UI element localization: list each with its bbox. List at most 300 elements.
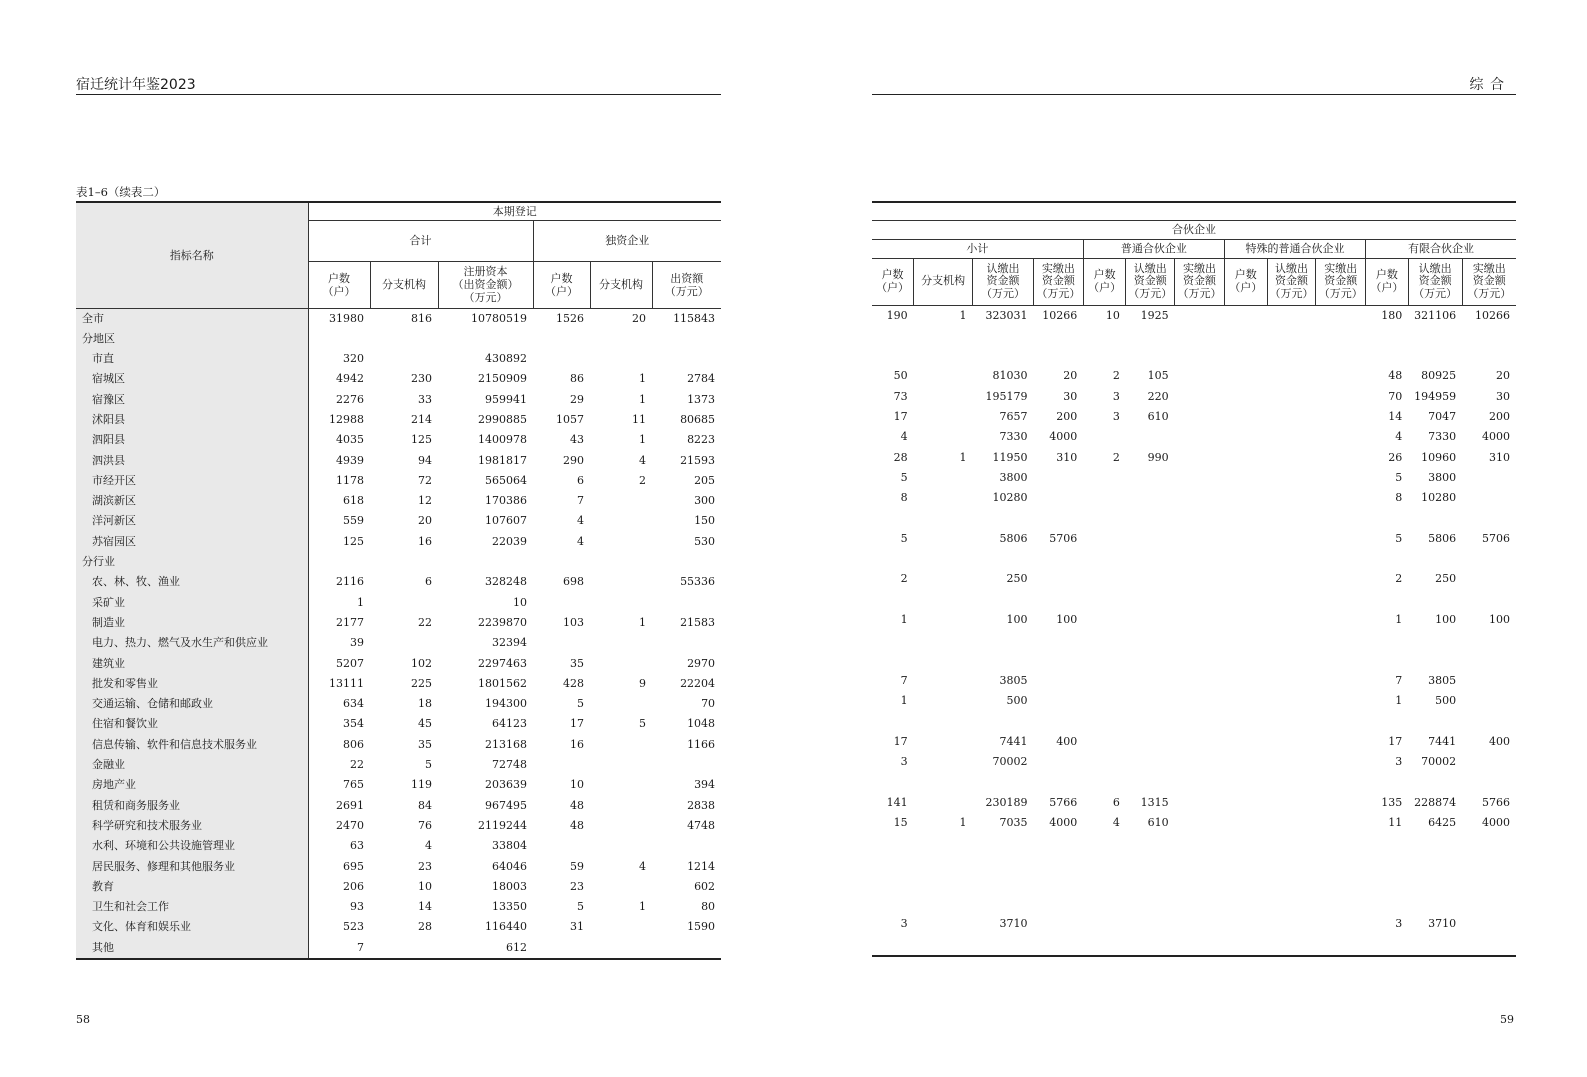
cell [914,772,973,792]
cell: 10 [513,595,527,609]
cell: 22039 [492,534,527,548]
cell: 10280 [992,491,1028,505]
cell: 5766 [1049,795,1078,809]
cell: 328248 [485,575,527,589]
cell [914,833,973,853]
cell: 1 [357,595,364,609]
cell: 1178 [336,473,364,487]
current-registration-header: 本期登记 [308,202,721,220]
cell [1033,569,1083,589]
cell [1366,935,1409,956]
cell: 2116 [336,575,364,589]
cell [1083,732,1126,752]
cell [973,651,1034,671]
cell [914,529,973,549]
cell [872,590,914,610]
table-row [76,572,721,592]
cell: 180 [1381,308,1403,322]
cell: 959941 [485,392,527,406]
table-row [76,410,721,430]
cell: 7330 [1428,430,1457,444]
cell: 523 [343,920,364,934]
cell [1462,874,1516,894]
table-row [76,694,721,714]
cell [1083,691,1126,711]
cell: 2990885 [478,412,527,426]
cell [1083,752,1126,772]
cell [590,816,652,836]
table-row [76,816,721,836]
cell [872,346,914,366]
cell [1316,407,1366,427]
cell [1267,874,1316,894]
cell [1316,854,1366,874]
cell [590,329,652,349]
row-name: 农、林、牧、渔业 [76,572,308,592]
cell [1126,427,1175,447]
cell [652,593,721,613]
table-row [76,511,721,531]
cell: 55336 [680,575,716,589]
cell [533,552,590,572]
cell: 195179 [985,389,1028,403]
cell [1267,468,1316,488]
cell: 610 [1147,815,1169,829]
cell [1033,326,1083,346]
cell: 200 [1489,409,1510,423]
cell [1316,935,1366,956]
cell [533,349,590,369]
cell [1316,793,1366,813]
cell: 559 [343,514,364,528]
cell: 20 [1496,369,1510,383]
cell: 16 [418,534,432,548]
cell [1224,874,1267,894]
cell [914,874,973,894]
cell [370,633,438,653]
row-name: 居民服务、修理和其他服务业 [76,857,308,877]
cell: 7 [357,940,364,954]
cell [590,775,652,795]
right-table-head [872,202,1516,305]
running-header-left: 宿迁统计年鉴2023 [76,77,196,93]
cell [1316,671,1366,691]
cell [1175,813,1225,833]
table-row [76,471,721,491]
header-rule-right [872,94,1516,95]
cell: 5 [639,717,646,731]
cell [1267,914,1316,934]
cell [1175,366,1225,386]
cell [872,651,914,671]
cell [872,630,914,650]
cell: 698 [563,575,584,589]
cell [1366,894,1409,914]
cell [1462,894,1516,914]
cell: 5706 [1482,531,1510,545]
cell [1316,833,1366,853]
cell [914,569,973,589]
cell [1224,752,1267,772]
cell [1175,529,1225,549]
cell: 4000 [1049,430,1078,444]
cell: 2 [1395,572,1403,586]
table-row [76,308,721,329]
row-name: 教育 [76,877,308,897]
row-name: 住宿和餐饮业 [76,714,308,734]
table-row [872,772,1516,792]
cell [1462,468,1516,488]
cell: 23 [570,879,584,893]
cell [590,552,652,572]
table-row [872,813,1516,833]
cell: 80925 [1421,369,1457,383]
right-col-header-5: 认缴出 资金额 （万元） [1126,258,1175,305]
cell: 1 [959,450,967,464]
cell: 7 [1395,673,1403,687]
cell: 4000 [1049,815,1078,829]
cell: 14 [1388,409,1403,423]
cell [1408,590,1462,610]
cell [1462,590,1516,610]
total-header: 合计 [308,220,533,261]
cell [1224,326,1267,346]
cell [914,508,973,528]
cell [1316,387,1366,407]
cell: 2276 [336,392,364,406]
cell: 1 [639,900,646,914]
cell: 4000 [1482,815,1510,829]
cell [1316,305,1366,326]
cell [1408,711,1462,731]
cell: 22204 [680,676,716,690]
cell: 1315 [1140,795,1169,809]
cell [1175,488,1225,508]
cell [1033,488,1083,508]
cell: 3 [900,917,908,931]
cell [1316,468,1366,488]
cell: 3710 [999,917,1028,931]
left-col-header-5: 出资额 （万元） [652,261,721,308]
cell: 1 [900,612,908,626]
cell: 3710 [1428,917,1457,931]
table-row [76,714,721,734]
cell [1126,854,1175,874]
cell [1033,935,1083,956]
cell: 2297463 [478,656,527,670]
cell [1267,752,1316,772]
table-row [872,468,1516,488]
cell: 206 [343,879,364,893]
cell [1316,630,1366,650]
cell [1462,691,1516,711]
cell: 105 [1147,369,1169,383]
cell [1462,630,1516,650]
cell: 194959 [1414,389,1457,403]
cell: 64046 [492,859,527,873]
cell [1316,651,1366,671]
cell [652,552,721,572]
cell: 39 [350,636,364,650]
cell [1267,711,1316,731]
cell [1126,346,1175,366]
cell [1175,772,1225,792]
cell [872,549,914,569]
cell: 11 [1388,815,1403,829]
cell [1462,752,1516,772]
cell [1366,590,1409,610]
right-head-blank-band [872,202,1516,220]
cell: 103 [563,615,584,629]
cell: 7 [900,673,908,687]
cell [1175,874,1225,894]
table-row [872,651,1516,671]
cell: 1 [959,815,967,829]
cell: 7035 [999,815,1028,829]
table-row [872,833,1516,853]
cell [1408,326,1462,346]
cell: 220 [1147,389,1169,403]
right-data-table [872,201,1516,957]
cell: 10266 [1475,308,1510,322]
cell [370,593,438,613]
cell: 4 [577,534,584,548]
cell [1126,610,1175,630]
cell: 76 [418,818,432,832]
cell: 100 [1435,612,1457,626]
right-col-header-4: 户数 （户） [1083,258,1126,305]
cell [1267,305,1316,326]
table-caption: 表1–6（续表二） [76,185,166,199]
cell: 2177 [336,615,364,629]
cell [533,836,590,856]
table-row [76,613,721,633]
cell: 618 [343,494,364,508]
cell [1083,468,1126,488]
cell [872,508,914,528]
row-name: 泗阳县 [76,430,308,450]
cell: 93 [350,900,364,914]
cell [1366,630,1409,650]
row-name: 文化、体育和娱乐业 [76,917,308,937]
cell: 3800 [1428,470,1457,484]
cell [590,532,652,552]
table-row [76,390,721,410]
cell [1224,427,1267,447]
cell: 1 [639,392,646,406]
cell [1083,529,1126,549]
right-table-body [872,305,1516,956]
cell: 5806 [1428,531,1457,545]
cell [533,755,590,775]
table-row [76,451,721,471]
cell [1083,590,1126,610]
cell [438,552,533,572]
row-name: 洋河新区 [76,511,308,531]
row-name: 泗洪县 [76,451,308,471]
cell [1175,854,1225,874]
cell [1175,833,1225,853]
cell: 1 [1395,694,1403,708]
right-col-header-0: 户数 （户） [872,258,914,305]
cell [914,326,973,346]
cell [914,630,973,650]
cell [1175,793,1225,813]
cell [914,711,973,731]
cell: 31 [570,920,584,934]
cell: 5 [900,470,908,484]
cell [1175,711,1225,731]
table-row [872,366,1516,386]
table-row [76,552,721,572]
table-row [76,430,721,450]
cell [1083,854,1126,874]
cell [533,593,590,613]
cell: 5 [577,900,584,914]
cell [1462,914,1516,934]
table-row [872,894,1516,914]
row-name: 房地产业 [76,775,308,795]
table-row [76,735,721,755]
cell [533,633,590,653]
cell [872,935,914,956]
cell: 290 [563,453,584,467]
cell: 612 [506,940,527,954]
cell [1224,691,1267,711]
table-row [872,874,1516,894]
cell [1224,305,1267,326]
cell: 4942 [336,372,364,386]
cell: 10 [570,778,584,792]
cell: 3805 [1428,673,1457,687]
cell [1462,854,1516,874]
cell: 72 [418,473,432,487]
cell [1083,711,1126,731]
cell: 320 [343,352,364,366]
cell [1366,772,1409,792]
cell: 29 [570,392,584,406]
table-row [76,532,721,552]
row-name: 宿城区 [76,369,308,389]
cell [1175,448,1225,468]
cell [872,874,914,894]
cell: 530 [694,534,716,548]
cell: 10780519 [471,311,527,325]
cell [1408,894,1462,914]
table-row [76,877,721,897]
cell [590,735,652,755]
cell [1126,874,1175,894]
cell: 84 [418,798,432,812]
cell [1083,671,1126,691]
cell [1267,793,1316,813]
cell [1033,914,1083,934]
cell [1126,630,1175,650]
cell [1267,366,1316,386]
cell [1462,488,1516,508]
cell [914,793,973,813]
cell [1366,854,1409,874]
right-col-header-12: 实缴出 资金额 （万元） [1462,258,1516,305]
cell: 394 [694,778,716,792]
cell: 33804 [492,839,527,853]
cell: 4 [900,430,908,444]
cell [1083,874,1126,894]
cell [590,938,652,959]
cell [914,935,973,956]
cell [590,836,652,856]
cell: 5 [577,697,584,711]
cell [1175,752,1225,772]
cell: 8 [1395,491,1403,505]
cell [1267,691,1316,711]
cell [1267,651,1316,671]
cell: 5 [1395,531,1403,545]
cell: 10280 [1421,491,1457,505]
cell [652,329,721,349]
cell [1408,549,1462,569]
cell: 10266 [1042,308,1078,322]
cell [1462,549,1516,569]
cell [1316,427,1366,447]
table-row [76,674,721,694]
table-row [872,914,1516,934]
cell: 354 [343,717,364,731]
table-row [76,491,721,511]
table-row [872,387,1516,407]
cell [1033,346,1083,366]
cell [1175,427,1225,447]
cell: 4 [1395,430,1403,444]
table-row [872,935,1516,956]
cell [1408,854,1462,874]
cell: 1 [639,433,646,447]
cell: 1526 [556,311,584,325]
cell: 5706 [1049,531,1078,545]
cell [1316,488,1366,508]
cell: 4000 [1482,430,1510,444]
row-name: 水利、环境和公共设施管理业 [76,836,308,856]
cell: 7 [577,494,584,508]
cell: 116440 [485,920,527,934]
cell: 11950 [992,450,1028,464]
cell [1126,894,1175,914]
cell: 400 [1056,734,1078,748]
cell: 28 [893,450,908,464]
cell: 170386 [485,494,527,508]
cell: 967495 [485,798,527,812]
cell: 100 [1056,612,1078,626]
cell [1175,732,1225,752]
cell: 3 [1112,389,1120,403]
cell: 12988 [329,412,364,426]
cell: 190 [886,308,908,322]
cell: 30 [1496,389,1510,403]
cell [1224,711,1267,731]
cell: 13350 [492,900,527,914]
cell [1224,488,1267,508]
cell [1316,366,1366,386]
cell: 26 [1388,450,1403,464]
cell [914,914,973,934]
cell [1224,833,1267,853]
table-row [872,711,1516,731]
cell: 6425 [1428,815,1457,829]
cell: 70 [1388,389,1403,403]
cell: 107607 [485,514,527,528]
cell: 70002 [992,755,1028,769]
cell: 990 [1147,450,1169,464]
